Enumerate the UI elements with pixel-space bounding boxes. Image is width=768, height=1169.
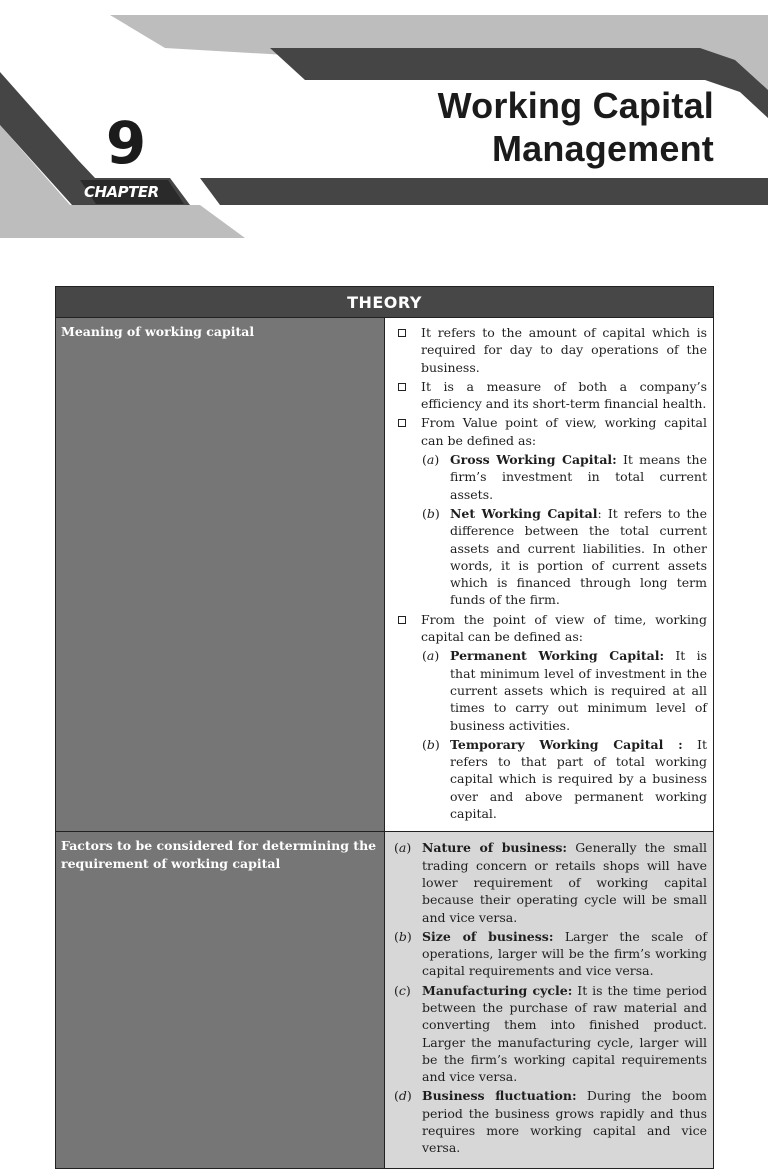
sub-item: (a) Gross Working Capital: It means the firm’s investment in total current assets.: [422, 452, 707, 502]
sub-item-marker: (b): [422, 505, 440, 521]
bullet-item: It is a measure of both a company’s efficiency and its short-term financial health.: [394, 378, 707, 413]
sub-item: (a) Permanent Working Capital: It is that minimum level of investment in the current assets which is required at all times to carry out minimum level of business activities.: [422, 648, 707, 733]
chapter-number: 9: [105, 109, 147, 177]
checkbox-bullet-icon: [398, 616, 406, 624]
sub-item-marker: (a): [422, 648, 440, 664]
theory-heading: THEORY: [56, 287, 714, 318]
term: Manufacturing cycle:: [422, 982, 573, 998]
checkbox-bullet-icon: [398, 419, 406, 427]
sub-item-marker: (a): [422, 452, 440, 468]
sub-item: (a) Nature of business: Generally the small trading concern or retails shops will have lower requirement of working capital because their operating cycle will be small and vice versa.: [394, 840, 707, 925]
content-cell: [385, 318, 714, 832]
term: Gross Working Capital:: [450, 452, 617, 468]
content-cell: [385, 832, 714, 1168]
checkbox-bullet-icon: [398, 329, 406, 337]
bullet-item: It refers to the amount of capital which is required for day to day operations of the business.: [394, 324, 707, 376]
term: Business fluctuation:: [422, 1088, 577, 1104]
chapter-title: [294, 84, 714, 170]
banner-bottom-band: [200, 178, 768, 205]
sub-item-marker: (b): [394, 928, 412, 944]
topic-cell: Factors to be considered for determining the requirement of working capital: [56, 832, 385, 1168]
sub-item-marker: (d): [394, 1088, 412, 1104]
bullet-item: From the point of view of time, working capital can be defined as:: [394, 611, 707, 646]
term: Permanent Working Capital:: [450, 648, 665, 664]
term: Nature of business:: [422, 840, 568, 856]
table-row: [56, 832, 714, 1168]
sub-item-marker: (a): [394, 840, 412, 856]
bullet-item: From Value point of view, working capital can be defined as:: [394, 414, 707, 449]
table-row: [56, 318, 714, 832]
sub-item: (c) Manufacturing cycle: It is the time period between the purchase of raw material and converting them into finished product. Larger the manufacturing cycle, larger will be the firm’s working capital requirements and vice versa.: [394, 982, 707, 1085]
sub-item: (b) Temporary Working Capital : It refers to that part of total working capital which is required by a business over and above permanent working capital.: [422, 736, 708, 822]
sub-item: (d) Business fluctuation: During the boom period the business grows rapidly and thus requires more working capital and vice versa.: [394, 1088, 707, 1156]
topic-cell: Meaning of working capital: [56, 318, 385, 832]
chapter-title-line1: Working Capital: [437, 85, 714, 126]
chapter-title-line2: Management: [491, 128, 714, 169]
checkbox-bullet-icon: [398, 383, 406, 391]
sub-item-marker: (b): [422, 736, 440, 752]
term: Net Working Capital: [450, 505, 598, 521]
term: Size of business:: [422, 928, 554, 944]
chapter-label: CHAPTER: [84, 183, 159, 201]
term: Temporary Working Capital :: [450, 736, 683, 752]
sub-item: (b) Size of business: Larger the scale of operations, larger will be the firm’s working capital requirements and vice versa.: [394, 928, 707, 979]
sub-item: (b) Net Working Capital: It refers to the difference between the total current assets and current liabilities. In other words, it is portion of current assets which is financed through long term funds of the firm.: [422, 505, 708, 608]
sub-item-marker: (c): [394, 982, 411, 998]
theory-table: [55, 286, 714, 1169]
